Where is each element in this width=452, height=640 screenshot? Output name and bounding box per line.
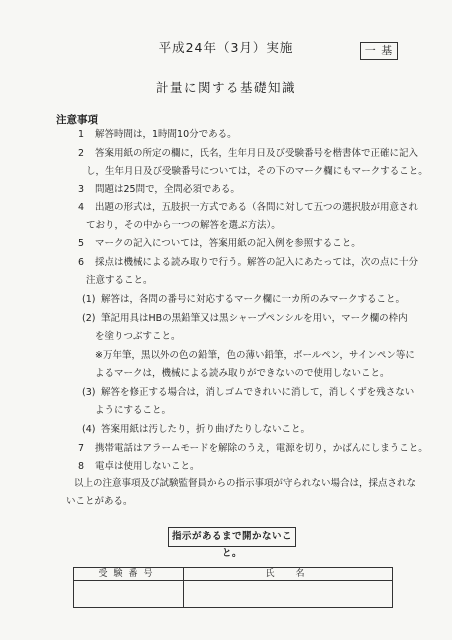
name-field[interactable]: [184, 581, 393, 608]
subject-badge: 一 基: [360, 42, 398, 60]
do-not-open-notice: 指示があるまで開かないこと。: [168, 527, 296, 547]
subnote-line: を塗りつぶすこと。: [95, 331, 181, 342]
subnote-line: 筆記用具はHBの黒鉛筆又は黒シャープペンシルを用い，マーク欄の枠内: [101, 313, 408, 324]
note-line: し，生年月日及び受験番号については，その下のマーク欄にもマークすること。: [86, 166, 428, 177]
note-line: 採点は機械による読み取りで行う。解答の記入にあたっては，次の点に十分: [95, 257, 419, 268]
closing-line: いことがある。: [66, 496, 133, 507]
subnote-number: (3): [82, 387, 96, 398]
note-line: 出題の形式は，五肢択一方式である（各問に対して五つの選択肢が用意され: [95, 202, 419, 213]
note-line: 電卓は使用しないこと。: [95, 461, 200, 472]
note-number: 3: [78, 184, 85, 195]
subnote-line: 解答は，各問の番号に対応するマーク欄に一カ所のみマークすること。: [101, 294, 406, 305]
note-number: 4: [78, 202, 85, 213]
note-number: 8: [78, 461, 85, 472]
note-line: 解答時間は，1時間10分である。: [95, 129, 237, 140]
note-line: マークの記入については，答案用紙の記入例を参照すること。: [95, 238, 361, 249]
subnote-number: (2): [82, 313, 96, 324]
note-number: 5: [78, 238, 85, 249]
exam-number-field[interactable]: [74, 581, 184, 608]
subnote-line: ※万年筆，黒以外の色の鉛筆，色の薄い鉛筆，ボールペン，サインペン等に: [95, 350, 415, 361]
subnote-number: (4): [82, 424, 96, 435]
note-line: ており，その中から一つの解答を選ぶ方法）。: [86, 220, 281, 231]
closing-line: 以上の注意事項及び試験監督員からの指示事項が守られない場合は，採点されな: [74, 478, 417, 489]
note-number: 6: [78, 257, 85, 268]
note-line: 携帯電話はアラームモードを解除のうえ，電源を切り，かばんにしまうこと。: [95, 443, 428, 454]
notes-heading: 注意事項: [56, 114, 98, 126]
note-number: 2: [78, 148, 85, 159]
examinee-info-table: [73, 567, 393, 608]
subnote-line: 答案用紙は汚したり，折り曲げたりしないこと。: [101, 424, 311, 435]
note-number: 1: [78, 129, 85, 140]
exam-date: 平成24年（3月）実施: [158, 40, 294, 55]
note-line: 問題は25問で，全問必須である。: [95, 184, 240, 195]
note-number: 7: [78, 443, 85, 454]
note-line: 答案用紙の所定の欄に，氏名，生年月日及び受験番号を楷書体で正確に記入: [95, 148, 419, 159]
exam-number-header: 受験番号: [74, 568, 184, 581]
exam-title: 計量に関する基礎知識: [155, 80, 296, 95]
subnote-line: よるマークは，機械による読み取りができないので使用しないこと。: [95, 368, 390, 379]
subnote-line: ようにすること。: [95, 405, 172, 416]
name-header: 氏 名: [184, 568, 393, 581]
subnote-number: (1): [82, 294, 96, 305]
note-line: 注意すること。: [86, 275, 153, 286]
subnote-line: 解答を修正する場合は，消しゴムできれいに消して，消しくずを残さない: [101, 387, 415, 398]
